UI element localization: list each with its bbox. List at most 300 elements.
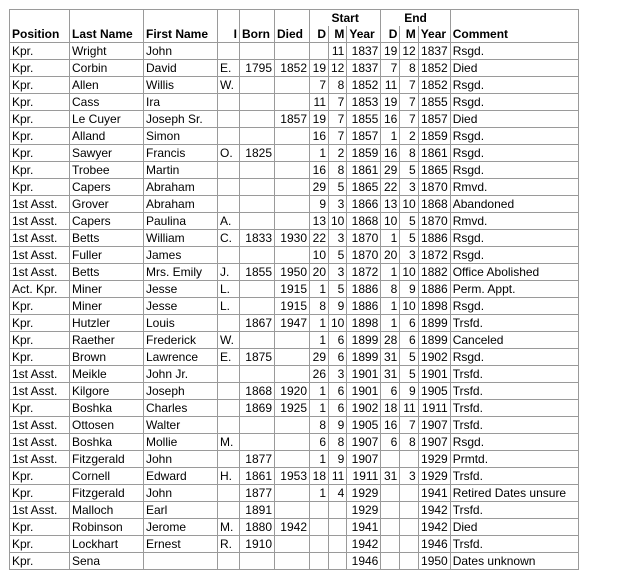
cell-last-name: Malloch [70,502,144,519]
cell-died: 1953 [275,468,310,485]
cell-initial: A. [218,213,240,230]
cell-start-day: 18 [310,468,329,485]
cell-died: 1950 [275,264,310,281]
cell-comment: Rsgd. [450,128,578,145]
table-row [10,145,579,162]
cell-initial [218,485,240,502]
cell-died [275,417,310,434]
table-row [10,332,579,349]
cell-died [275,94,310,111]
cell-first-name: Jerome [144,519,218,536]
cell-end-month: 10 [400,298,418,315]
table-row [10,60,579,77]
cell-comment: Retired Dates unsure [450,485,578,502]
cell-start-month: 5 [329,247,347,264]
cell-end-month [400,536,418,553]
cell-end-day: 11 [381,77,400,94]
cell-start-month: 9 [329,298,347,315]
cell-last-name: Raether [70,332,144,349]
cell-born [240,179,275,196]
cell-start-day: 10 [310,247,329,264]
cell-initial [218,400,240,417]
cell-initial: M. [218,434,240,451]
cell-end-year: 1929 [418,468,450,485]
cell-end-month: 6 [400,332,418,349]
cell-first-name: John [144,485,218,502]
cell-end-month [400,502,418,519]
cell-start-day: 13 [310,213,329,230]
cell-end-day: 31 [381,468,400,485]
cell-first-name: Jesse [144,298,218,315]
cell-died [275,145,310,162]
cell-first-name: Martin [144,162,218,179]
cell-start-year: 1870 [347,247,381,264]
cell-start-day: 6 [310,434,329,451]
cell-position: 1st Asst. [10,451,70,468]
cell-position: 1st Asst. [10,434,70,451]
cell-position: Kpr. [10,349,70,366]
cell-position: 1st Asst. [10,230,70,247]
cell-comment: Rsgd. [450,145,578,162]
cell-initial: J. [218,264,240,281]
cell-comment: Rsgd. [450,43,578,60]
cell-last-name: Wright [70,43,144,60]
cell-end-month: 7 [400,417,418,434]
cell-initial [218,111,240,128]
column-header-first-name: First Name [144,26,218,43]
cell-end-day: 13 [381,196,400,213]
cell-position: 1st Asst. [10,383,70,400]
cell-first-name: Louis [144,315,218,332]
cell-died [275,196,310,213]
table-body [10,43,579,570]
cell-end-month: 9 [400,281,418,298]
cell-start-day: 29 [310,349,329,366]
cell-start-month [329,502,347,519]
cell-died [275,536,310,553]
cell-last-name: Betts [70,230,144,247]
table-row [10,94,579,111]
cell-end-month: 9 [400,383,418,400]
cell-first-name: Abraham [144,196,218,213]
cell-comment: Trsfd. [450,417,578,434]
cell-end-year: 1852 [418,60,450,77]
cell-start-day [310,536,329,553]
cell-died: 1942 [275,519,310,536]
cell-first-name: Mollie [144,434,218,451]
table-row [10,502,579,519]
cell-position: Kpr. [10,179,70,196]
cell-comment: Trsfd. [450,383,578,400]
cell-first-name: John [144,43,218,60]
cell-comment: Rsgd. [450,77,578,94]
column-header-died: Died [275,26,310,43]
cell-start-day: 1 [310,400,329,417]
cell-start-month: 5 [329,179,347,196]
cell-died [275,179,310,196]
cell-position: Kpr. [10,162,70,179]
column-header-last-name: Last Name [70,26,144,43]
table-row [10,434,579,451]
cell-comment: Rsgd. [450,230,578,247]
cell-end-day: 1 [381,298,400,315]
cell-initial: E. [218,349,240,366]
cell-start-year: 1942 [347,536,381,553]
cell-start-year: 1905 [347,417,381,434]
cell-position: Kpr. [10,315,70,332]
cell-first-name: Ira [144,94,218,111]
cell-last-name: Miner [70,281,144,298]
cell-comment: Rsgd. [450,162,578,179]
cell-born [240,196,275,213]
cell-first-name: James [144,247,218,264]
cell-last-name: Cornell [70,468,144,485]
cell-last-name: Ottosen [70,417,144,434]
column-header-start-day: D [310,26,329,43]
cell-position: Kpr. [10,43,70,60]
cell-end-year: 1899 [418,332,450,349]
cell-end-month: 5 [400,230,418,247]
cell-last-name: Grover [70,196,144,213]
cell-start-day [310,553,329,570]
cell-end-day: 7 [381,60,400,77]
cell-comment: Rsgd. [450,434,578,451]
cell-end-day [381,451,400,468]
cell-born [240,366,275,383]
cell-end-day: 18 [381,400,400,417]
cell-start-day [310,519,329,536]
cell-end-month [400,451,418,468]
cell-comment: Died [450,111,578,128]
cell-end-year: 1907 [418,417,450,434]
cell-born: 1877 [240,451,275,468]
cell-born: 1880 [240,519,275,536]
cell-start-day: 20 [310,264,329,281]
cell-initial: M. [218,519,240,536]
table-row [10,451,579,468]
cell-position: Kpr. [10,60,70,77]
cell-end-year: 1855 [418,94,450,111]
cell-start-day: 16 [310,162,329,179]
cell-born: 1875 [240,349,275,366]
cell-end-year: 1868 [418,196,450,213]
cell-born [240,94,275,111]
cell-start-month: 4 [329,485,347,502]
cell-died: 1925 [275,400,310,417]
cell-comment: Abandoned [450,196,578,213]
cell-start-day: 7 [310,77,329,94]
cell-born: 1795 [240,60,275,77]
cell-start-year: 1886 [347,298,381,315]
cell-position: Kpr. [10,145,70,162]
cell-start-year: 1886 [347,281,381,298]
cell-initial: H. [218,468,240,485]
cell-end-month: 5 [400,213,418,230]
cell-end-day: 16 [381,417,400,434]
cell-born [240,77,275,94]
cell-start-month: 7 [329,94,347,111]
cell-first-name: Willis [144,77,218,94]
cell-start-month: 9 [329,451,347,468]
cell-initial: R. [218,536,240,553]
cell-comment: Rsgd. [450,247,578,264]
table-row [10,315,579,332]
cell-end-day: 1 [381,315,400,332]
cell-start-day: 1 [310,383,329,400]
cell-start-day: 1 [310,332,329,349]
cell-end-month: 2 [400,128,418,145]
cell-comment: Rsgd. [450,94,578,111]
cell-end-day: 6 [381,434,400,451]
cell-end-year: 1901 [418,366,450,383]
cell-start-day: 19 [310,111,329,128]
table-row [10,349,579,366]
cell-end-day: 28 [381,332,400,349]
cell-end-month: 6 [400,315,418,332]
cell-start-year: 1872 [347,264,381,281]
cell-start-year: 1929 [347,485,381,502]
cell-end-year: 1870 [418,213,450,230]
column-header-start-month: M [329,26,347,43]
cell-start-month: 7 [329,111,347,128]
cell-last-name: Fitzgerald [70,485,144,502]
cell-last-name: Boshka [70,400,144,417]
table-row [10,298,579,315]
cell-start-month: 12 [329,60,347,77]
cell-comment: Trsfd. [450,502,578,519]
cell-end-month: 3 [400,179,418,196]
cell-first-name: John Jr. [144,366,218,383]
cell-initial [218,247,240,264]
cell-start-day: 1 [310,315,329,332]
table-row [10,536,579,553]
cell-end-month: 7 [400,111,418,128]
cell-comment: Rsgd. [450,349,578,366]
table-row [10,128,579,145]
cell-last-name: Kilgore [70,383,144,400]
cell-start-year: 1898 [347,315,381,332]
cell-position: Kpr. [10,111,70,128]
cell-end-year: 1942 [418,519,450,536]
cell-died [275,332,310,349]
cell-initial: C. [218,230,240,247]
table-row [10,264,579,281]
cell-first-name: Lawrence [144,349,218,366]
cell-start-year: 1853 [347,94,381,111]
cell-end-day: 16 [381,111,400,128]
cell-position: 1st Asst. [10,264,70,281]
cell-start-year: 1855 [347,111,381,128]
cell-start-day: 26 [310,366,329,383]
cell-comment: Rsgd. [450,298,578,315]
cell-initial: E. [218,60,240,77]
cell-initial [218,366,240,383]
cell-initial: L. [218,298,240,315]
cell-first-name: Joseph Sr. [144,111,218,128]
cell-start-year: 1907 [347,434,381,451]
cell-initial [218,94,240,111]
cell-end-day: 1 [381,128,400,145]
cell-start-month: 5 [329,281,347,298]
cell-end-day: 1 [381,230,400,247]
cell-end-year: 1861 [418,145,450,162]
cell-end-day [381,519,400,536]
cell-end-day: 29 [381,162,400,179]
cell-first-name: William [144,230,218,247]
cell-born [240,298,275,315]
cell-end-month: 7 [400,94,418,111]
cell-last-name: Sawyer [70,145,144,162]
cell-died [275,247,310,264]
cell-end-year: 1886 [418,281,450,298]
table-row [10,417,579,434]
cell-end-day: 20 [381,247,400,264]
cell-end-month: 10 [400,264,418,281]
cell-born [240,434,275,451]
cell-start-year: 1865 [347,179,381,196]
cell-position: Kpr. [10,553,70,570]
cell-start-month [329,553,347,570]
cell-born: 1833 [240,230,275,247]
cell-first-name: John [144,451,218,468]
cell-start-month [329,536,347,553]
cell-start-day: 16 [310,128,329,145]
cell-died [275,502,310,519]
cell-born: 1891 [240,502,275,519]
cell-start-year: 1868 [347,213,381,230]
table-row [10,230,579,247]
cell-start-day: 19 [310,60,329,77]
cell-position: Kpr. [10,128,70,145]
cell-start-year: 1911 [347,468,381,485]
cell-start-year: 1857 [347,128,381,145]
cell-initial [218,451,240,468]
cell-end-day: 22 [381,179,400,196]
cell-start-year: 1859 [347,145,381,162]
cell-start-month: 6 [329,383,347,400]
cell-comment: Prmtd. [450,451,578,468]
cell-born: 1868 [240,383,275,400]
cell-position: Kpr. [10,298,70,315]
cell-died: 1920 [275,383,310,400]
cell-died [275,162,310,179]
table-row [10,162,579,179]
cell-start-day: 1 [310,145,329,162]
cell-position: Kpr. [10,400,70,417]
cell-first-name: Paulina [144,213,218,230]
cell-end-year: 1852 [418,77,450,94]
cell-initial [218,128,240,145]
cell-died [275,434,310,451]
cell-position: Act. Kpr. [10,281,70,298]
table-row [10,366,579,383]
cell-last-name: Cass [70,94,144,111]
cell-last-name: Capers [70,179,144,196]
cell-died [275,43,310,60]
cell-comment: Rmvd. [450,179,578,196]
cell-end-day: 19 [381,94,400,111]
cell-died [275,553,310,570]
cell-comment: Dates unknown [450,553,578,570]
cell-end-year: 1837 [418,43,450,60]
cell-start-year: 1901 [347,383,381,400]
cell-position: 1st Asst. [10,247,70,264]
cell-died [275,451,310,468]
cell-born: 1869 [240,400,275,417]
cell-end-year: 1905 [418,383,450,400]
cell-born: 1877 [240,485,275,502]
cell-position: 1st Asst. [10,502,70,519]
cell-end-day: 8 [381,281,400,298]
table-row [10,400,579,417]
cell-first-name: Ernest [144,536,218,553]
cell-end-year: 1941 [418,485,450,502]
cell-last-name: Meikle [70,366,144,383]
cell-start-year: 1866 [347,196,381,213]
cell-start-year: 1941 [347,519,381,536]
cell-last-name: Lockhart [70,536,144,553]
cell-end-month: 3 [400,468,418,485]
cell-last-name: Brown [70,349,144,366]
cell-died [275,366,310,383]
column-header-born: Born [240,26,275,43]
cell-died [275,77,310,94]
cell-start-day [310,43,329,60]
cell-end-year: 1902 [418,349,450,366]
cell-start-day: 11 [310,94,329,111]
cell-start-month: 8 [329,77,347,94]
cell-end-year: 1907 [418,434,450,451]
cell-initial [218,502,240,519]
cell-end-month [400,553,418,570]
cell-start-month: 8 [329,162,347,179]
table-row [10,519,579,536]
cell-last-name: Sena [70,553,144,570]
cell-end-month: 8 [400,145,418,162]
cell-initial [218,315,240,332]
cell-end-month [400,519,418,536]
cell-initial [218,162,240,179]
cell-died [275,349,310,366]
cell-born: 1855 [240,264,275,281]
cell-initial [218,417,240,434]
cell-position: 1st Asst. [10,213,70,230]
cell-first-name: Joseph [144,383,218,400]
cell-last-name: Fitzgerald [70,451,144,468]
cell-initial [218,43,240,60]
table-row [10,281,579,298]
table-row [10,468,579,485]
cell-end-year: 1899 [418,315,450,332]
table-row [10,179,579,196]
column-header-comment: Comment [450,26,578,43]
cell-end-year: 1942 [418,502,450,519]
cell-position: Kpr. [10,468,70,485]
cell-start-year: 1901 [347,366,381,383]
cell-first-name: Walter [144,417,218,434]
cell-start-day: 9 [310,196,329,213]
cell-comment: Died [450,60,578,77]
cell-end-month: 7 [400,77,418,94]
cell-end-day [381,536,400,553]
cell-start-year: 1837 [347,43,381,60]
cell-born [240,111,275,128]
cell-start-month: 10 [329,213,347,230]
cell-died: 1930 [275,230,310,247]
cell-last-name: Capers [70,213,144,230]
cell-start-year: 1861 [347,162,381,179]
cell-start-day: 22 [310,230,329,247]
